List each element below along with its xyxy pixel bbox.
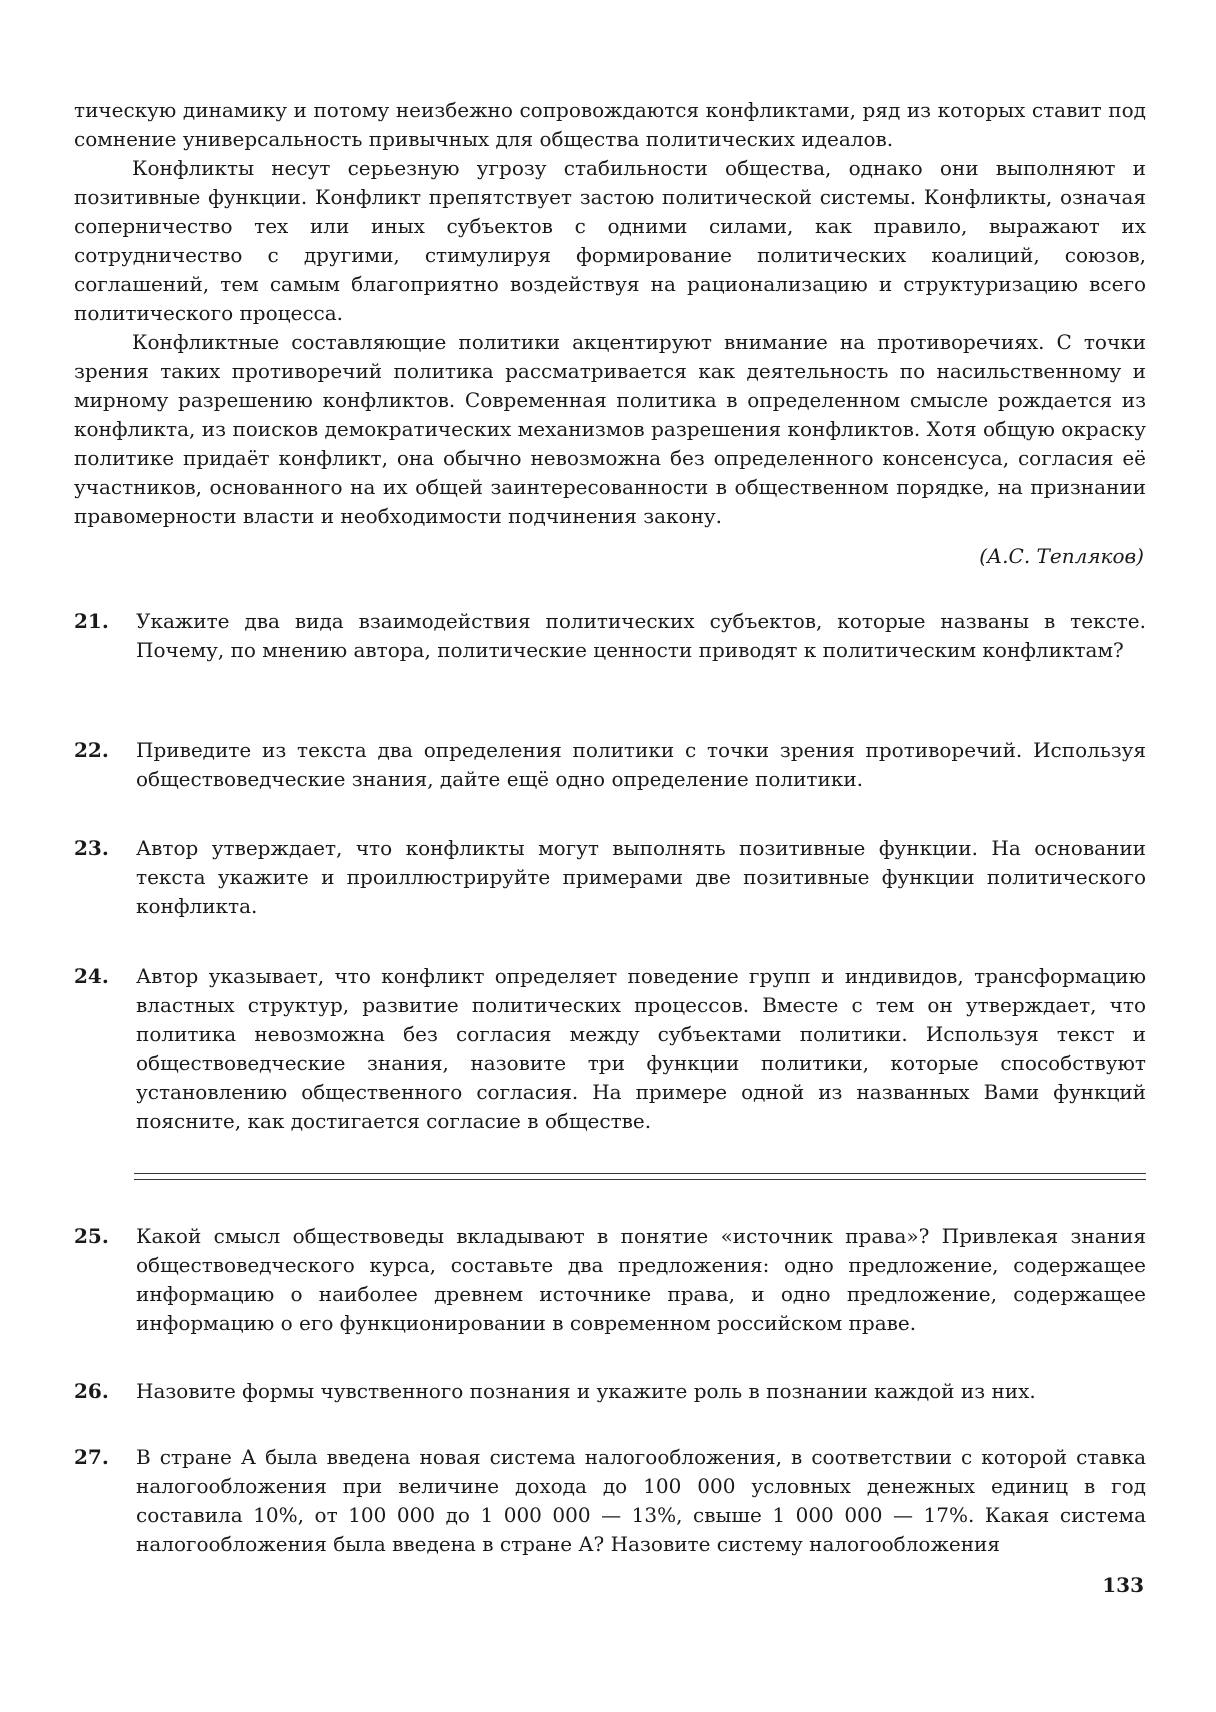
section-divider bbox=[134, 1173, 1146, 1180]
task-number: 25. bbox=[74, 1224, 109, 1248]
page-number: 133 bbox=[1102, 1573, 1144, 1597]
task-26 bbox=[74, 1377, 1146, 1406]
task-text: Укажите два вида взаимодействия политических субъектов, которые названы в тексте. Почему, по мнению автора, политические ценности приводят к политическим конфликтам? bbox=[136, 609, 1146, 662]
task-23 bbox=[74, 834, 1146, 921]
intro-paragraph-1: тическую динамику и потому неизбежно сопровождаются конфликтами, ряд из которых ставит под сомнение универсальность привычных для общества политических идеалов. bbox=[74, 98, 1146, 151]
task-24 bbox=[74, 962, 1146, 1136]
task-text: Автор утверждает, что конфликты могут выполнять позитивные функции. На основании текста укажите и проиллюстрируйте примерами две позитивные функции политического конфликта. bbox=[136, 836, 1146, 918]
task-number: 22. bbox=[74, 738, 109, 762]
task-27 bbox=[74, 1443, 1146, 1559]
intro-paragraph-2: Конфликты несут серьезную угрозу стабильности общества, однако они выполняют и позитивные функции. Конфликт препятствует застою политической системы. Конфликты, означая соперничество тех или иных субъектов с одними силами, как правило, выражают их сотрудничество с другими, стимулируя формирование политических коалиций, союзов, соглашений, тем самым благоприятно воздействуя на рационализацию и структуризацию всего политического процесса. bbox=[74, 156, 1146, 325]
task-number: 27. bbox=[74, 1445, 109, 1469]
task-text: Какой смысл обществоведы вкладывают в понятие «источник права»? Привлекая знания обществоведческого курса, составьте два предложения: одно предложение, содержащее информацию о наиболее древнем источнике права, и одно предложение, содержащее информацию о его функционировании в современном российском праве. bbox=[136, 1224, 1146, 1335]
intro-text bbox=[74, 96, 1146, 531]
task-text: Назовите формы чувственного познания и укажите роль в познании каждой из них. bbox=[136, 1379, 1036, 1403]
task-22 bbox=[74, 736, 1146, 794]
task-number: 23. bbox=[74, 836, 109, 860]
task-25 bbox=[74, 1222, 1146, 1338]
task-number: 21. bbox=[74, 609, 109, 633]
intro-paragraph-3: Конфликтные составляющие политики акцентируют внимание на противоречиях. С точки зрения таких противоречий политика рассматривается как деятельность по насильственному и мирному разрешению конфликтов. Современная политика в определенном смысле рождается из конфликта, из поисков демократических механизмов разрешения конфликтов. Хотя общую окраску политике придаёт конфликт, она обычно невозможна без определенного консенсуса, согласия её участников, основанного на их общей заинтересованности в общественном порядке, на признании правомерности власти и необходимости подчинения закону. bbox=[74, 330, 1146, 528]
task-text: Автор указывает, что конфликт определяет поведение групп и индивидов, трансформацию властных структур, развитие политических процессов. Вместе с тем он утверждает, что политика невозможна без согласия между субъектами политики. Используя текст и обществоведческие знания, назовите три функции политики, которые способствуют установлению общественного согласия. На примере одной из названных Вами функций поясните, как достигается согласие в обществе. bbox=[136, 964, 1146, 1133]
task-21 bbox=[74, 607, 1146, 665]
task-number: 26. bbox=[74, 1379, 109, 1403]
task-text: Приведите из текста два определения политики с точки зрения противоречий. Используя обществоведческие знания, дайте ещё одно определение политики. bbox=[136, 738, 1146, 791]
task-text: В стране А была введена новая система налогообложения, в соответствии с которой ставка налогообложения при величине дохода до 100 000 условных денежных единиц в год составила 10%, от 100 000 до 1 000 000 — 13%, свыше 1 000 000 — 17%. Какая система налогообложения была введена в стране А? Назовите систему налогообложения bbox=[136, 1445, 1146, 1556]
author-attribution: (А.С. Тепляков) bbox=[979, 544, 1144, 568]
task-number: 24. bbox=[74, 964, 109, 988]
